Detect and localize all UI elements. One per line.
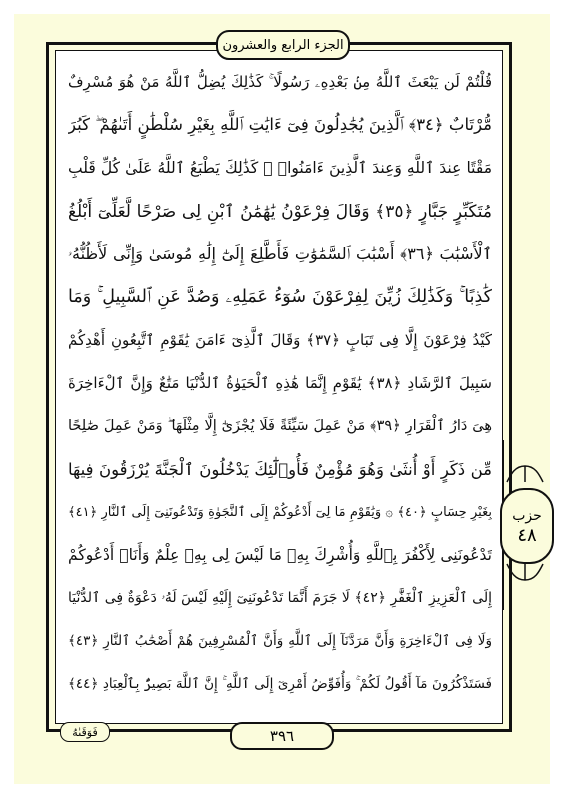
verse-line: ٱلْأَسْبَٰبَ ﴿٣٦﴾ أَسْبَٰبَ ٱلسَّمَٰوَٰتِ فَأَطَّلِعَ إِلَىٰٓ إِلَٰهِ مُوسَىٰ وَإِنِّى لَأَظُنُّهُۥ — [68, 244, 492, 263]
verse-line: سَبِيلَ ٱلرَّشَادِ ﴿٣٨﴾ يَٰقَوْمِ إِنَّمَا هَٰذِهِ ٱلْحَيَوٰةُ ٱلدُّنْيَا مَتَٰعٌ وَإِنَّ ٱلْءَاخِرَةَ — [68, 374, 492, 392]
verse-line: تَدْعُونَنِى لِأَكْفُرَ بِٱللَّهِ وَأُشْرِكَ بِهِۦ مَا لَيْسَ لِى بِهِۦ عِلْمٌ وَأَنَا۠ أَدْعُوكُمْ — [68, 546, 492, 564]
verse-line: مُّرْتَابٌ ﴿٣٤﴾ ٱلَّذِينَ يُجَٰدِلُونَ فِىٓ ءَايَٰتِ ٱللَّهِ بِغَيْرِ سُلْطَٰنٍ أَتَىٰهُمْ ۖ كَبُرَ — [68, 115, 492, 134]
quran-text-area — [68, 62, 492, 712]
verse-line: مِّن ذَكَرٍ أَوْ أُنثَىٰ وَهُوَ مُؤْمِنٌ فَأُو۟لَٰٓئِكَ يَدْخُلُونَ ٱلْجَنَّةَ يُرْزَقُونَ فِيهَا — [68, 459, 492, 479]
verse-line: وَلَا فِى ٱلْءَاخِرَةِ وَأَنَّ مَرَدَّنَآ إِلَى ٱللَّهِ وَأَنَّ ٱلْمُسْرِفِينَ هُمْ أَصْحَٰبُ ٱلنَّارِ ﴿٤٣﴾ — [68, 633, 492, 649]
verse-line: كَٰذِبًا ۚ وَكَذَٰلِكَ زُيِّنَ لِفِرْعَوْنَ سُوٓءُ عَمَلِهِۦ وَصُدَّ عَنِ ٱلسَّبِيلِ ۚ وَمَا — [68, 287, 492, 307]
juz-header — [216, 30, 350, 60]
hizb-label: حزب — [512, 508, 542, 524]
catchword: فَوَقَىٰهُ — [60, 722, 110, 742]
verse-line: إِلَى ٱلْعَزِيزِ ٱلْغَفَّٰرِ ﴿٤٢﴾ لَا جَرَمَ أَنَّمَا تَدْعُونَنِىٓ إِلَيْهِ لَيْسَ لَهُۥ دَعْوَةٌ فِى ٱلدُّنْيَا — [68, 590, 492, 606]
hizb-number: ٤٨ — [517, 525, 537, 546]
verse-line: مُتَكَبِّرٍ جَبَّارٍ ﴿٣٥﴾ وَقَالَ فِرْعَوْنُ يَٰهَٰمَٰنُ ٱبْنِ لِى صَرْحًا لَّعَلِّىٓ أَبْلُغُ — [68, 201, 492, 222]
page-number-cartouche — [230, 722, 334, 750]
juz-title: الجزء الرابع والعشرون — [222, 37, 344, 53]
hizb-ornament-bottom-icon — [505, 562, 545, 582]
verse-line: كَيْدُ فِرْعَوْنَ إِلَّا فِى تَبَابٍ ﴿٣٧﴾ وَقَالَ ٱلَّذِىٓ ءَامَنَ يَٰقَوْمِ ٱتَّبِعُونِ أَهْدِكُمْ — [68, 331, 492, 349]
verse-line: بِغَيْرِ حِسَابٍ ﴿٤٠﴾ ۞ وَيَٰقَوْمِ مَا لِىٓ أَدْعُوكُمْ إِلَى ٱلنَّجَوٰةِ وَتَدْعُونَنِىٓ إِلَى ٱلنَّارِ ﴿٤١﴾ — [68, 504, 492, 520]
verse-line: مَقْتًا عِندَ ٱللَّهِ وَعِندَ ٱلَّذِينَ ءَامَنُوا۟ ۚ كَذَٰلِكَ يَطْبَعُ ٱللَّهُ عَلَىٰ كُلِّ قَلْبِ — [68, 159, 492, 177]
page-number: ٣٩٦ — [269, 727, 295, 745]
verse-line: فَسَتَذْكُرُونَ مَآ أَقُولُ لَكُمْ ۚ وَأُفَوِّضُ أَمْرِىٓ إِلَى ٱللَّهِ ۚ إِنَّ ٱللَّهَ بَصِيرٌۢ بِٱلْعِبَادِ ﴿٤٤﴾ — [68, 676, 492, 692]
hizb-marker — [500, 488, 554, 564]
verse-line: قُلْتُمْ لَن يَبْعَثَ ٱللَّهُ مِنۢ بَعْدِهِۦ رَسُولًا ۚ كَذَٰلِكَ يُضِلُّ ٱللَّهُ مَنْ هُوَ مُسْرِفٌ — [68, 73, 492, 91]
verse-line: هِىَ دَارُ ٱلْقَرَارِ ﴿٣٩﴾ مَنْ عَمِلَ سَيِّئَةً فَلَا يُجْزَىٰٓ إِلَّا مِثْلَهَا ۖ وَمَنْ عَمِلَ صَٰلِحًا — [68, 418, 492, 434]
hizb-ornament-top-icon — [505, 464, 545, 484]
